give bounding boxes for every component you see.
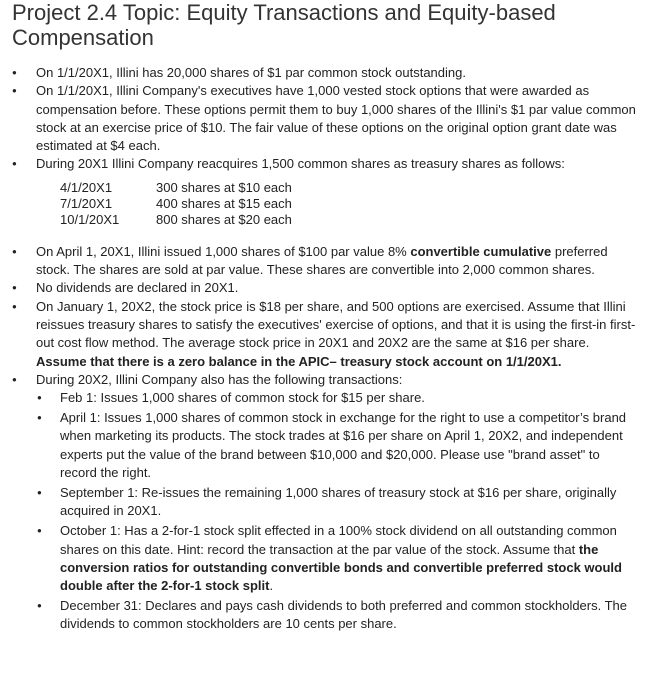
- list-item: [0, 64, 646, 82]
- transactions-list: [36, 389, 638, 634]
- item-text: preferred stock. The shares are sold at par value. These shares are convertible into 2,000 common shares.: [36, 243, 608, 278]
- list-item: [0, 155, 646, 227]
- item-text: On 1/1/20X1, Illini has 20,000 shares of $1 par common stock outstanding.: [36, 65, 466, 80]
- schedule-date: 7/1/20X1: [60, 195, 113, 211]
- sub-list-item: [36, 409, 638, 482]
- list-item: [0, 82, 646, 155]
- table-row: [60, 180, 292, 196]
- schedule-detail: 400 shares at $15 each: [156, 195, 292, 211]
- list-item: [0, 243, 646, 280]
- item-text: December 31: Declares and pays cash dividends to both preferred and common stockholders. The dividends to common stockholders are 10 cents per share.: [60, 598, 628, 632]
- item-text: On April 1, 20X1, Illini issued 1,000 shares of $100 par value 8%: [36, 243, 411, 259]
- item-text: During 20X2, Illini Company also has the following transactions:: [36, 371, 403, 387]
- item-text: No dividends are declared in 20X1.: [36, 280, 239, 296]
- schedule-detail: 300 shares at $10 each: [156, 179, 292, 195]
- bullet-list: [0, 64, 646, 635]
- page-title: Project 2.4 Topic: Equity Transactions and Equity-based Compensation: [12, 0, 556, 50]
- item-text: September 1: Re-issues the remaining 1,000 shares of treasury stock at $16 per share, originally acquired in 20X1.: [60, 485, 617, 519]
- item-bold-text: Assume that there is a zero balance in the APIC– treasury stock account on 1/1/20X1.: [36, 353, 562, 369]
- schedule-date: 4/1/20X1: [60, 179, 113, 195]
- item-bold-text: convertible cumulative: [410, 243, 552, 259]
- table-row: [60, 212, 292, 228]
- item-bold-text: the conversion ratios for outstanding convertible bonds and convertible preferred stock would double after the 2-for-1 stock split: [60, 541, 622, 594]
- list-item: [0, 298, 646, 371]
- item-text: April 1: Issues 1,000 shares of common stock in exchange for the right to use a competitor’s brand when marketing its products. The stock trades at $16 per share on April 1, 20X2, and independent experts put the value of the brand between $10,000 and $20,000. Please use "brand asset" to record the right.: [60, 410, 627, 481]
- treasury-schedule-table: [60, 180, 292, 228]
- item-text: Feb 1: Issues 1,000 shares of common stock for $15 per share.: [60, 390, 425, 406]
- schedule-detail: 800 shares at $20 each: [156, 211, 292, 227]
- item-text: During 20X1 Illini Company reacquires 1,500 common shares as treasury shares as follows:: [36, 156, 565, 172]
- sub-list-item: [36, 597, 638, 634]
- sub-list-item: [36, 522, 638, 595]
- table-row: [60, 196, 292, 212]
- item-text: .: [269, 578, 274, 594]
- item-text: October 1: Has a 2-for-1 stock split effected in a 100% stock dividend on all outstanding common shares on this date. Hint: record the transaction at the par value of the stock. Assume that: [60, 523, 617, 557]
- list-item: [0, 371, 646, 634]
- list-item: [0, 279, 646, 297]
- sub-list-item: [36, 389, 638, 407]
- item-text: On 1/1/20X1, Illini Company's executives have 1,000 vested stock options that were awarded as compensation before. These options permit them to buy 1,000 shares of the Illini's $1 par value common stock at an exercise price of $10. The fair value of these options on the original option grant date was estimated at $4 each.: [36, 83, 636, 154]
- sub-list-item: [36, 484, 638, 521]
- schedule-date: 10/1/20X1: [60, 211, 120, 227]
- item-text: On January 1, 20X2, the stock price is $18 per share, and 500 options are exercised. Assume that Illini reissues treasury shares to satisfy the executives' exercise of options, and that it is using the first-in first-out cost flow method. The average stock price in 20X1 and 20X2 are the same at $16 per share.: [36, 298, 636, 351]
